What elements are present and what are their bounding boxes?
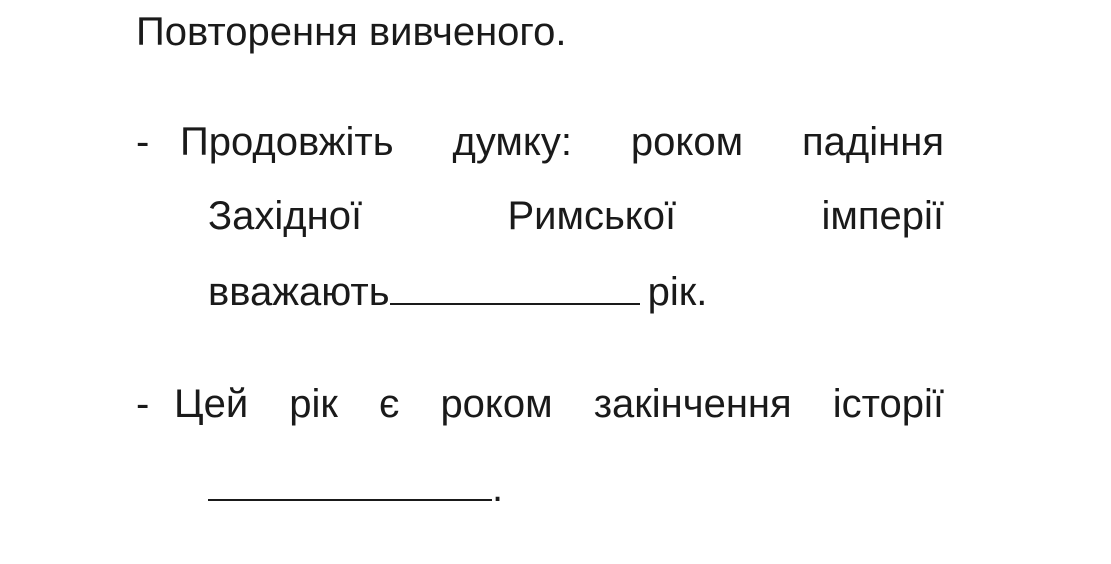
item-2-line-2: [208, 464, 944, 512]
item-2-word: рік: [289, 382, 338, 426]
item-1-word: роком: [630, 120, 744, 164]
item-2-word: роком: [440, 382, 553, 426]
item-2-word: Цей: [174, 382, 249, 426]
item-1-line-1: [180, 118, 944, 166]
exercise-item-2: [136, 380, 944, 510]
answer-blank-year[interactable]: [390, 269, 640, 305]
item-1-word: думку:: [452, 120, 572, 164]
item-1-word: падіння: [802, 120, 944, 164]
item-1-dash: -: [136, 120, 150, 164]
item-2-word: є: [378, 382, 400, 426]
page-title: Повторення вивченого.: [136, 10, 567, 54]
answer-blank-history[interactable]: [208, 465, 492, 501]
item-1-word: Римської: [507, 194, 677, 238]
item-1-line-3: [208, 268, 944, 316]
item-1-line-3-end: рік.: [647, 270, 708, 314]
item-1-word: Західної: [208, 194, 363, 238]
item-1-line-2: [208, 192, 944, 240]
item-1-word: Продовжіть: [180, 120, 394, 164]
exercise-item-1: [136, 118, 944, 318]
item-2-line-2-end: .: [492, 466, 504, 510]
item-2-dash: -: [136, 382, 150, 426]
item-2-line-1: [174, 380, 944, 428]
item-1-line-3-text: вважають: [208, 270, 390, 314]
item-1-word: імперії: [821, 194, 944, 238]
item-2-word: історії: [832, 382, 944, 426]
item-2-word: закінчення: [593, 382, 792, 426]
